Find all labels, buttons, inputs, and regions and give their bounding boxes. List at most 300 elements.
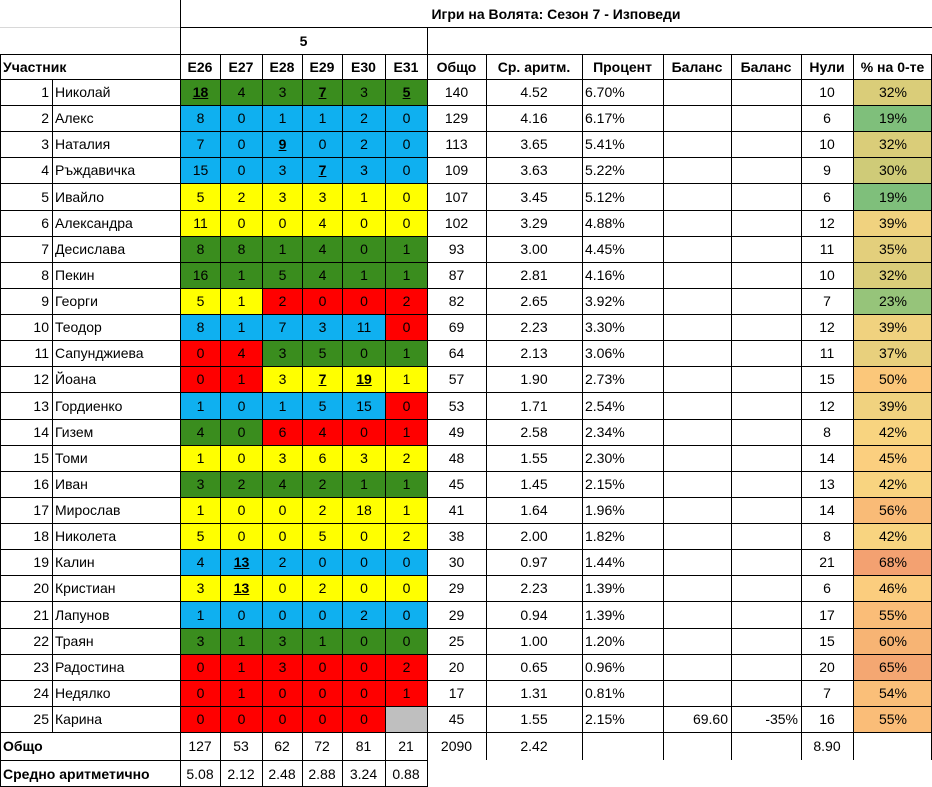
row-rank: 13 [33,397,49,414]
grid-line [0,760,427,761]
grid-line [342,760,343,787]
header-participant: Участник [3,58,67,75]
row-percent: 1.39% [585,606,625,623]
grid-line [0,27,180,28]
header-percent: Процент [593,58,652,75]
participant-name: Александра [55,215,133,231]
episode-group-label: 5 [299,32,308,49]
episode-score: 0 [263,601,302,628]
episode-score: 3 [263,183,302,210]
row-zeros: 12 [819,397,835,414]
row-total: 93 [448,241,465,257]
row-balance-2 [731,680,801,706]
episode-score: 0 [303,706,342,732]
episode-score: 8 [181,314,220,340]
episode-score: 18 [181,79,220,105]
row-average: 4.52 [520,84,548,100]
row-percent: 5.12% [585,188,625,205]
episode-score: 2 [263,288,302,314]
row-zeros: 12 [819,319,835,335]
episode-score: 0 [343,706,385,732]
row-percent: 2.15% [585,476,625,492]
row-zeros: 6 [823,188,831,205]
participant-name: Траян [55,633,94,649]
episode-score: 1 [343,262,385,288]
participant-name: Карина [55,711,103,727]
row-zeros: 6 [823,580,831,596]
row-percent: 2.30% [585,450,625,466]
header-average: Ср. аритм. [497,58,571,75]
episode-score: 0 [221,131,262,157]
row-zero-percent: 42% [854,523,932,549]
episode-score: 2 [221,183,262,210]
grid-line [342,54,343,760]
episode-score: 0 [343,210,385,236]
episode-score: 0 [303,680,342,706]
episode-score: 0 [386,157,427,183]
participant-name: Николета [55,528,117,544]
episode-score: 7 [303,79,342,105]
grid-line [0,131,932,132]
row-average: 2.81 [520,267,548,283]
row-average: 3.00 [520,241,548,257]
row-balance-1 [663,236,731,262]
row-zero-percent: 42% [854,419,932,445]
row-rank: 10 [33,319,49,335]
episode-score: 8 [221,236,262,262]
row-percent: 1.20% [585,633,625,649]
episode-score: 1 [343,471,385,497]
row-percent: 4.88% [585,215,625,231]
grid-line [582,54,583,760]
grand-total: 2090 [440,738,473,754]
episode-score: 1 [386,497,427,523]
episode-score: 0 [181,366,220,392]
episode-score: 0 [181,654,220,680]
row-rank: 6 [41,215,49,231]
row-balance-1 [663,262,731,288]
episode-score: 0 [263,210,302,236]
grid-line [0,54,1,787]
row-total: 49 [448,424,465,440]
episode-score: 0 [303,549,342,575]
participant-name: Гизем [55,424,94,440]
episode-score: 5 [303,340,342,366]
grid-line [0,340,932,341]
row-balance-2 [731,523,801,549]
episode-score: 1 [181,601,220,628]
episode-score: 0 [343,628,385,654]
grid-line [262,760,263,787]
row-zeros: 12 [819,215,835,231]
episode-score: 0 [386,601,427,628]
grid-line [302,760,303,787]
grid-line [0,236,932,237]
episode-score: 0 [343,340,385,366]
row-rank: 11 [34,345,49,361]
participant-name: Николай [55,84,111,100]
row-total: 29 [448,580,465,596]
grid-line [853,54,854,760]
episode-score: 5 [263,262,302,288]
row-balance-2 [731,575,801,601]
row-rank: 4 [41,162,49,178]
episode-score: 4 [303,210,342,236]
row-balance-1 [663,523,731,549]
row-balance-2 [731,471,801,497]
grid-line [0,445,932,446]
grid-line [0,601,932,602]
episode-score: 8 [181,236,220,262]
participant-name: Йоана [55,371,97,387]
episode-score: 1 [386,262,427,288]
row-percent: 4.16% [585,267,625,283]
row-zero-percent: 37% [854,340,932,366]
row-percent: 2.15% [585,711,625,727]
row-percent: 3.06% [585,345,625,361]
participant-name: Томи [55,450,88,466]
episode-score: 6 [303,445,342,471]
episode-score: 1 [303,105,342,131]
row-balance-2 [731,419,801,445]
row-total: 45 [448,711,465,727]
episode-score: 0 [386,131,427,157]
grid-line [180,27,932,28]
row-zero-percent: 45% [854,445,932,471]
episode-score: 2 [263,549,302,575]
row-rank: 5 [41,188,49,205]
row-average: 1.31 [520,685,548,701]
episode-score: 0 [221,419,262,445]
row-rank: 25 [33,711,49,727]
episode-score: 2 [303,471,342,497]
episode-score: 5 [386,79,427,105]
row-percent: 2.34% [585,424,625,440]
episode-score: 1 [181,497,220,523]
episode-total: 127 [188,738,212,754]
participant-name: Иван [55,476,88,492]
episode-score: 5 [303,392,342,419]
row-balance-2 [731,157,801,183]
episode-score: 2 [386,288,427,314]
row-rank: 12 [33,371,49,387]
episode-score: 0 [343,549,385,575]
episode-score: 0 [221,445,262,471]
episode-score: 1 [181,445,220,471]
row-balance-2 [731,131,801,157]
episode-score: 0 [263,680,302,706]
row-rank: 23 [33,659,49,675]
grid-line [302,54,303,760]
grid-line [385,54,386,760]
episode-score: 5 [303,523,342,549]
episode-score: 4 [303,262,342,288]
episode-score: 1 [343,183,385,210]
episode-score: 0 [221,210,262,236]
row-total: 57 [448,371,465,387]
row-zero-percent: 56% [854,497,932,523]
episode-average: 2.12 [227,765,255,782]
row-balance-1: 69.60 [692,711,728,727]
grid-line [0,54,932,55]
grid-line [0,105,932,106]
row-percent: 3.92% [585,293,625,309]
row-average: 1.45 [520,476,548,492]
row-zero-percent: 39% [854,392,932,419]
row-balance-2 [731,628,801,654]
row-total: 30 [448,554,465,570]
grid-line [0,157,932,158]
episode-score: 0 [386,105,427,131]
episode-score: 0 [343,236,385,262]
row-zero-percent: 19% [854,183,932,210]
row-balance-1 [663,105,731,131]
grid-line [0,392,932,393]
episode-score: 3 [263,157,302,183]
row-balance-2 [731,183,801,210]
episode-score: 18 [343,497,385,523]
row-balance-2 [731,288,801,314]
row-balance-2 [731,366,801,392]
row-balance-1 [663,471,731,497]
row-balance-2 [731,105,801,131]
participant-name: Недялко [55,685,111,701]
grid-line [0,183,932,184]
row-balance-1 [663,680,731,706]
row-average: 1.71 [520,397,548,414]
row-percent: 1.96% [585,502,625,518]
grid-line [0,210,932,211]
row-rank: 21 [33,606,49,623]
episode-average: 0.88 [392,765,420,782]
row-balance-2 [731,210,801,236]
row-average: 2.23 [520,580,548,596]
episode-score: 0 [343,419,385,445]
row-average: 0.65 [520,659,548,675]
episode-score: 0 [343,575,385,601]
row-zero-percent: 30% [854,157,932,183]
episode-total: 21 [398,738,414,754]
row-average: 1.90 [520,371,548,387]
row-zero-percent: 19% [854,105,932,131]
episode-score: 0 [303,654,342,680]
episode-score: 2 [343,601,385,628]
episode-score: 1 [263,392,302,419]
episode-score: 15 [181,157,220,183]
episode-score: 3 [181,575,220,601]
row-average: 3.65 [520,136,548,152]
row-rank: 15 [33,450,49,466]
row-zeros: 7 [823,685,831,701]
row-rank: 14 [33,424,49,440]
episode-score: 9 [263,131,302,157]
grid-line [0,575,932,576]
row-total: 20 [448,659,465,675]
episode-score: 0 [221,157,262,183]
row-zero-percent: 60% [854,628,932,654]
participant-name: Наталия [55,136,111,152]
header-episode: E30 [351,58,376,75]
episode-score: 11 [181,210,220,236]
episode-score: 2 [303,575,342,601]
row-rank: 3 [41,136,49,152]
row-balance-2 [731,340,801,366]
row-average: 1.00 [520,633,548,649]
episode-score: 15 [343,392,385,419]
row-rank: 7 [41,241,49,257]
episode-score: 1 [386,419,427,445]
episode-score: 13 [221,575,262,601]
header-episode: E28 [269,58,295,75]
row-percent: 5.41% [585,136,625,152]
row-zeros: 11 [819,241,835,257]
row-zeros: 6 [823,110,831,126]
row-balance-1 [663,628,731,654]
grid-line [180,54,181,760]
row-balance-1 [663,340,731,366]
row-percent: 4.45% [585,241,625,257]
episode-score: 4 [263,471,302,497]
episode-score: 0 [386,183,427,210]
episode-score: 0 [343,680,385,706]
row-zero-percent: 39% [854,210,932,236]
row-percent: 1.39% [585,580,625,596]
episode-score: 3 [263,654,302,680]
episode-score [386,706,427,732]
episode-total: 81 [355,738,372,754]
episode-score: 13 [221,549,262,575]
episode-average: 2.88 [308,765,336,782]
row-zeros: 16 [819,711,835,727]
episode-score: 0 [263,575,302,601]
episode-score: 3 [343,157,385,183]
episode-score: 3 [303,314,342,340]
row-balance-1 [663,183,731,210]
episode-score: 0 [386,210,427,236]
episode-score: 0 [263,523,302,549]
row-rank: 22 [33,633,49,649]
grid-line [220,760,221,787]
row-zeros: 15 [819,633,835,649]
row-balance-1 [663,131,731,157]
participant-name: Пекин [55,267,95,283]
participant-name: Ръждавичка [55,162,136,178]
grid-line [0,628,932,629]
episode-score: 19 [343,366,385,392]
row-average: 4.16 [520,110,548,126]
episode-score: 3 [343,79,385,105]
episode-score: 5 [181,183,220,210]
grid-line [220,54,221,760]
row-zero-percent: 55% [854,706,932,732]
row-rank: 24 [33,685,49,701]
episode-score: 11 [343,314,385,340]
episode-total: 72 [314,738,330,754]
totals-label: Общо [3,738,43,754]
episode-average: 5.08 [186,765,214,782]
episode-score: 3 [263,340,302,366]
header-episode: E31 [393,58,419,75]
episode-score: 0 [343,288,385,314]
header-total: Общо [436,58,477,75]
episode-score: 0 [386,549,427,575]
grid-line [385,760,386,787]
episode-score: 0 [221,497,262,523]
row-percent: 1.44% [585,554,625,570]
row-zero-percent: 42% [854,471,932,497]
header-episode: E26 [187,58,213,75]
row-total: 140 [444,84,469,100]
row-average: 0.97 [520,554,548,570]
row-total: 53 [448,397,465,414]
row-rank: 20 [33,580,49,596]
row-average: 2.58 [520,424,548,440]
row-zero-percent: 54% [854,680,932,706]
row-balance-1 [663,210,731,236]
row-zero-percent: 68% [854,549,932,575]
row-balance-2 [731,392,801,419]
grid-line [52,79,53,732]
row-total: 69 [448,319,465,335]
participant-name: Радостина [55,659,125,675]
episode-score: 0 [303,131,342,157]
row-balance-1 [663,288,731,314]
episode-score: 0 [181,680,220,706]
episode-score: 0 [263,706,302,732]
participant-name: Алекс [55,110,94,126]
row-percent: 0.96% [585,659,625,675]
episode-score: 1 [221,628,262,654]
row-balance-2 [731,497,801,523]
header-balance-2: Баланс [740,58,792,75]
row-balance-1 [663,575,731,601]
row-zero-percent: 32% [854,79,932,105]
episode-score: 3 [181,471,220,497]
row-zero-percent: 23% [854,288,932,314]
row-rank: 8 [41,267,49,283]
header-balance-1: Баланс [671,58,723,75]
episode-score: 1 [303,628,342,654]
row-zeros: 8 [823,528,831,544]
row-zeros: 13 [819,476,835,492]
episode-score: 4 [221,340,262,366]
episode-score: 2 [386,445,427,471]
episode-score: 1 [181,392,220,419]
episode-score: 3 [263,445,302,471]
row-percent: 5.22% [585,162,625,178]
row-total: 82 [448,293,465,309]
row-total: 48 [448,450,465,466]
episode-score: 2 [221,471,262,497]
row-zeros: 10 [819,267,835,283]
episode-score: 0 [386,392,427,419]
row-total: 129 [444,110,469,126]
grid-line [0,706,932,707]
episode-score: 0 [221,392,262,419]
episode-score: 0 [386,314,427,340]
episode-score: 1 [221,262,262,288]
grid-line [262,54,263,760]
episode-score: 5 [181,523,220,549]
episode-score: 5 [181,288,220,314]
episode-score: 0 [221,706,262,732]
row-balance-1 [663,392,731,419]
row-rank: 16 [33,476,49,492]
header-zero-percent: % на 0-те [860,58,925,75]
row-balance-1 [663,445,731,471]
grid-line [427,27,428,54]
episode-score: 1 [386,680,427,706]
